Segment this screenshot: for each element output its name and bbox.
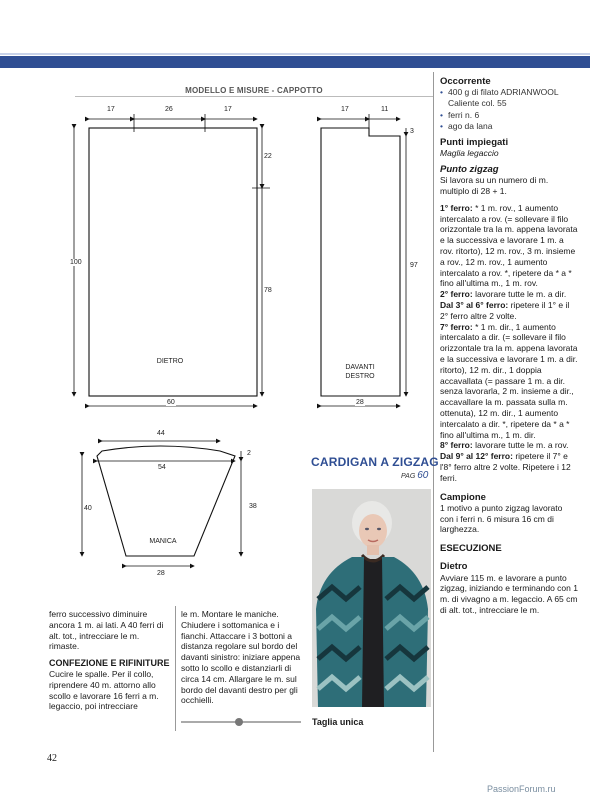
row-2 xyxy=(440,289,578,300)
confezione-heading: CONFEZIONE E RIFINITURE xyxy=(49,658,170,669)
davanti-shape xyxy=(321,128,400,396)
row-8-text: lavorare tutte le m. a rov. xyxy=(475,440,569,451)
dim-dietro-armhole: 22 xyxy=(264,153,272,160)
row-2-label: 2° ferro: xyxy=(440,289,473,300)
punti-heading: Punti impiegati xyxy=(440,137,509,149)
bottom-col2-text: le m. Montare le maniche. Chiudere i sottomanica e i fianchi. Attaccare i 3 bottoni a distanza regolare sul bordo del davanti sinistro: iniziare appena sotto lo scollo e distanziarli di circa 14 cm. Allargare le m. sul bordo del davanti destro per gli occhielli. xyxy=(181,609,301,706)
bottom-col1-text1: ferro successivo diminuire ancora 1 m. ai lati. A 40 ferri di alt. tot., intrecciare le m. rimaste. xyxy=(49,609,164,652)
cardigan-photo xyxy=(312,489,431,707)
davanti-label-line2: DESTRO xyxy=(345,373,375,380)
material-yarn: • 400 g di filato ADRIANWOOL Caliente col. 55 xyxy=(440,87,578,109)
bottom-column-1 xyxy=(49,609,171,712)
page-reference-label: PAG xyxy=(401,473,416,480)
row-3-label: Dal 3° al 6° ferro: xyxy=(440,299,509,310)
row-7-text: * 1 m. dir., 1 aumento intercalato a dir. (= sollevare il filo orizzontale tra la m. appena lavorata e la successiva e lavorare 1 m. a dir. ritorto), 12 m. dir., 1 doppia accavallata (= passare 1 m. a dir. senza lavorarla, 2 m. insieme a dir., accavallare la m. passata sulla m. ottenuta), 12 m. dir., 1 aumento intercalato a dir. *, ripetere da * a * fino all'ultima m., 1 m. dir. xyxy=(440,321,578,440)
dim-davanti-neck: 11 xyxy=(381,106,389,113)
dim-dietro-width: 60 xyxy=(167,399,175,406)
column-divider xyxy=(433,72,434,752)
dim-davanti-width: 28 xyxy=(356,399,364,406)
dietro-text: Avviare 115 m. e lavorare a punto zigzag, iniziando e terminando con 1 m. di vivagno a m. legaccio. A 65 cm di alt. tot., intrecciare le m. xyxy=(440,572,578,615)
dim-manica-cuff: 28 xyxy=(157,570,165,577)
row-9 xyxy=(440,451,578,483)
esecuzione-heading: ESECUZIONE xyxy=(440,543,502,555)
bottom-divider xyxy=(175,606,176,731)
dim-dietro-neck: 26 xyxy=(165,106,173,113)
dim-manica-cap: 2 xyxy=(247,450,251,457)
row-1-text: * 1 m. rov., 1 aumento intercalato a rov. (= sollevare il filo orizzontale tra la m. appena lavorata e la successiva e lavorare 1 m. a rov. ritorto), 12 m. rov., 3 m. insieme a rov., 12 m. rov., 1 aumento intercalato a rov. *, ripetere da * a * fino all'ultima m., 1 m. rov. xyxy=(440,202,578,289)
row-3 xyxy=(440,300,578,322)
dim-davanti-height: 97 xyxy=(410,262,418,269)
dietro-label: DIETRO xyxy=(156,358,184,365)
row-3-text: ripetere il 1° e il 2° ferro altre 2 volte. xyxy=(440,299,570,321)
model-illustration xyxy=(312,489,431,707)
dietro-heading: Dietro xyxy=(440,561,468,573)
page-number: 42 xyxy=(47,753,57,764)
row-8-label: 8° ferro: xyxy=(440,440,473,451)
row-1 xyxy=(440,203,578,289)
zigzag-intro: Si lavora su un numero di m. multiplo di 28 + 1. xyxy=(440,175,549,197)
dim-davanti-neck-drop: 3 xyxy=(410,128,414,135)
material-tool: • ago da lana xyxy=(440,121,578,132)
dim-dietro-shoulder-left: 17 xyxy=(107,106,115,113)
campione-text: 1 motivo a punto zigzag lavorato con i ferri n. 6 misura 16 cm di larghezza. xyxy=(440,502,563,535)
bottom-column-2 xyxy=(181,609,301,706)
dim-manica-right: 38 xyxy=(249,503,257,510)
page-reference[interactable] xyxy=(401,470,428,481)
dim-davanti-shoulder: 17 xyxy=(341,106,349,113)
decorative-slider xyxy=(181,718,301,726)
dim-manica-left: 40 xyxy=(84,505,92,512)
size-caption: Taglia unica xyxy=(312,717,364,727)
instructions-column xyxy=(440,72,578,616)
bottom-col1-text2: Cucire le spalle. Per il collo, riprendere 40 m. attorno allo scollo e lavorare 16 ferri a m. legaccio, poi intrecciare xyxy=(49,668,159,712)
row-9-text: ripetere il 7° e l'8° ferro altre 2 volte. Ripetere i 12 ferri. xyxy=(440,451,571,483)
occorrente-heading: Occorrente xyxy=(440,76,491,87)
punti-value: Maglia legaccio xyxy=(440,148,499,159)
manica-label: MANICA xyxy=(149,538,177,545)
zigzag-heading: Punto zigzag xyxy=(440,164,499,176)
row-8 xyxy=(440,440,578,451)
row-9-label: Dal 9° al 12° ferro: xyxy=(440,451,513,462)
row-1-label: 1° ferro: xyxy=(440,202,473,213)
row-7-label: 7° ferro: xyxy=(440,321,473,332)
material-needles: • ferri n. 6 xyxy=(440,110,578,121)
dim-dietro-height: 100 xyxy=(70,259,82,266)
dim-manica-top: 44 xyxy=(157,430,165,437)
dim-dietro-shoulder-right: 17 xyxy=(224,106,232,113)
row-7 xyxy=(440,322,578,441)
davanti-label xyxy=(337,363,383,381)
dim-dietro-body: 78 xyxy=(264,287,272,294)
watermark: PassionForum.ru xyxy=(487,784,556,794)
campione-heading: Campione xyxy=(440,491,486,503)
row-2-text: lavorare tutte le m. a dir. xyxy=(475,289,567,300)
cardigan-title: CARDIGAN A ZIGZAG xyxy=(311,455,439,469)
dim-manica-width: 54 xyxy=(158,464,166,471)
page-reference-number: 60 xyxy=(417,470,429,481)
slider-knob xyxy=(235,718,243,726)
davanti-label-line1: DAVANTI xyxy=(345,364,375,371)
diagram-title: MODELLO E MISURE - CAPPOTTO xyxy=(185,86,323,95)
dietro-shape xyxy=(89,128,257,396)
